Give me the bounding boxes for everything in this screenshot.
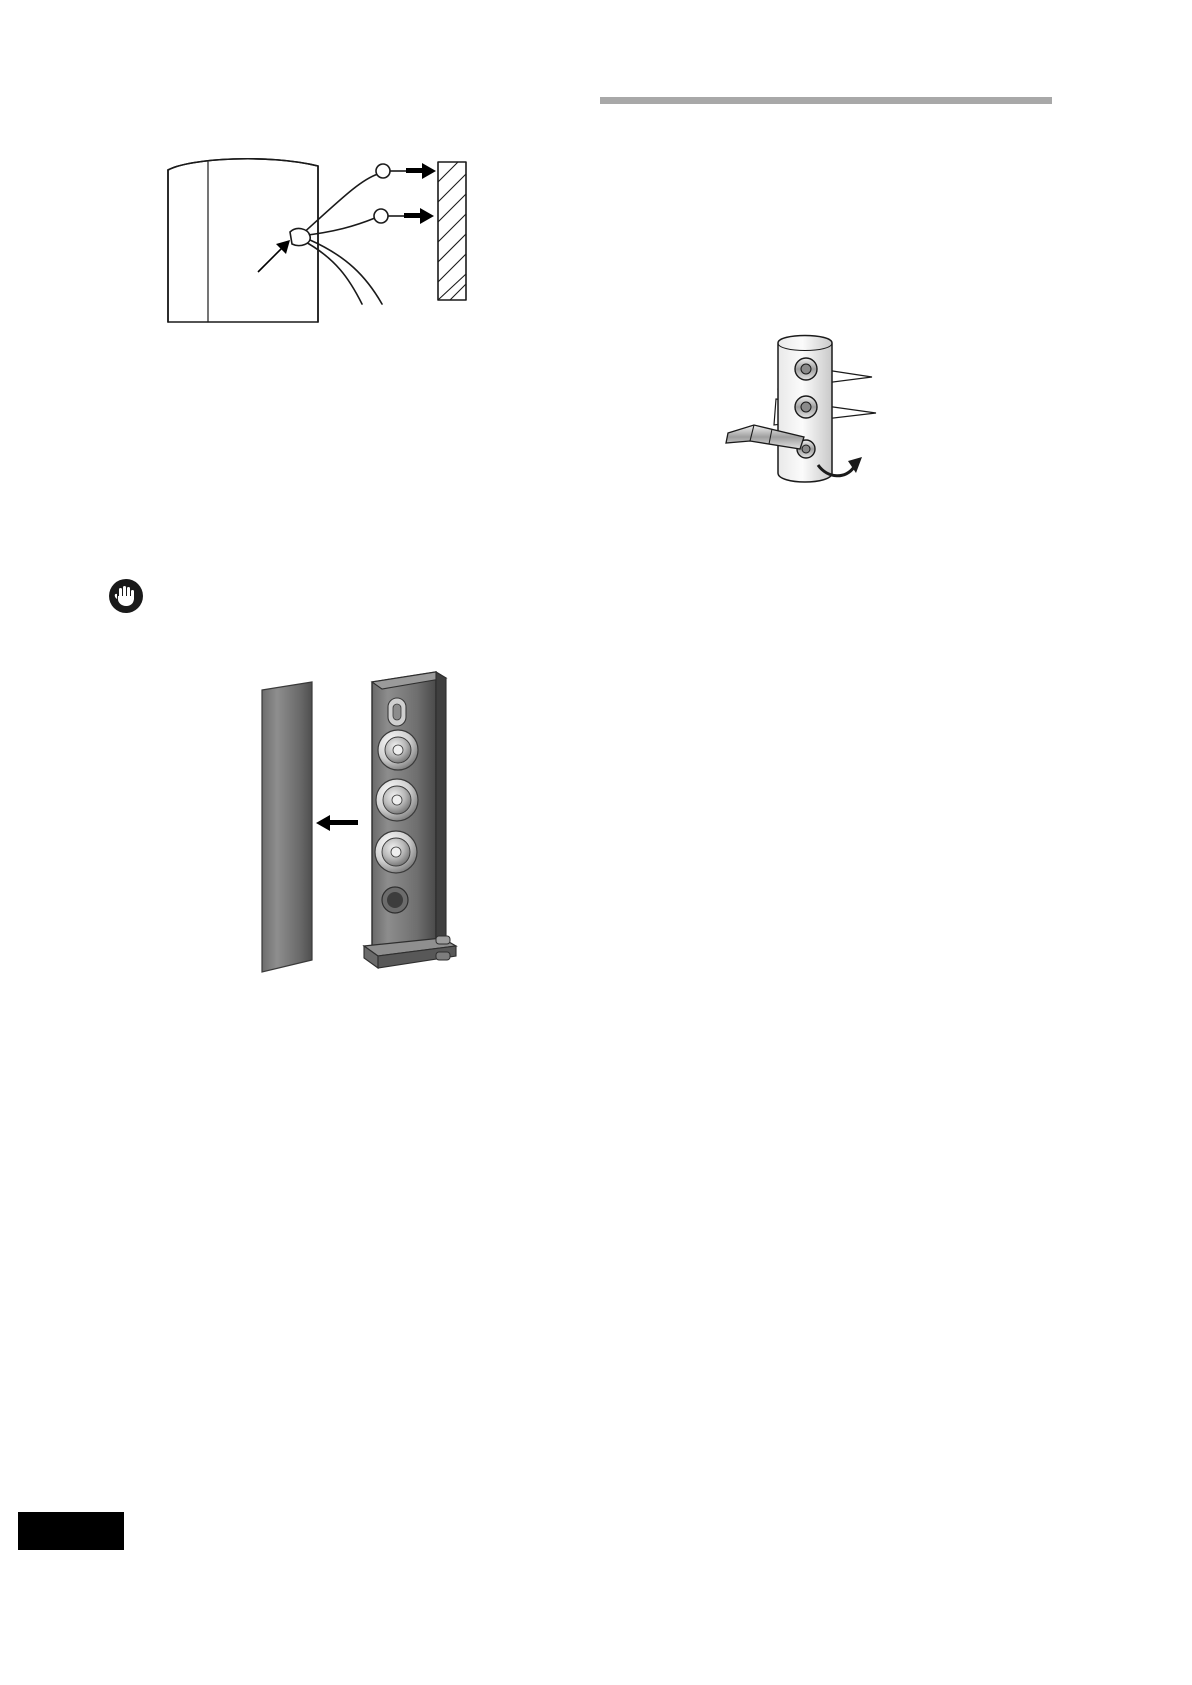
wall-hatching [438,162,466,300]
anchor-cord-upper [300,174,378,236]
page-number-label [18,1512,124,1550]
eye-screw-upper [376,164,406,178]
anchor-cord-tail-a [302,240,362,304]
binding-post-lower [795,396,817,418]
wall-hatch-lines [438,162,466,300]
woofer-driver [375,831,417,873]
arrow-upper [406,163,436,179]
binding-post-upper [795,358,817,380]
hand-stop-icon [108,578,144,614]
eye-screw-lower [374,209,404,223]
page-number-tab [18,1512,124,1550]
tweeter [388,698,406,726]
pointer-arrow [258,240,290,272]
midrange-driver-upper [378,730,418,770]
terminal-screw-detail-diagram [720,325,900,505]
grille-panel [262,682,312,972]
cord-clamp [290,229,310,246]
direction-arrow [316,815,358,831]
speaker-secured-to-wall-diagram [150,140,510,340]
anchor-cord-tail-b [310,240,382,304]
grille-attachment-diagram [240,660,520,1010]
midrange-driver-lower [376,779,418,821]
arrow-lower [404,208,434,224]
section-divider-rule [600,97,1052,104]
anchor-cord-lower [300,218,375,236]
woofer-port [382,887,408,913]
cabinet-top-edge [168,159,318,170]
